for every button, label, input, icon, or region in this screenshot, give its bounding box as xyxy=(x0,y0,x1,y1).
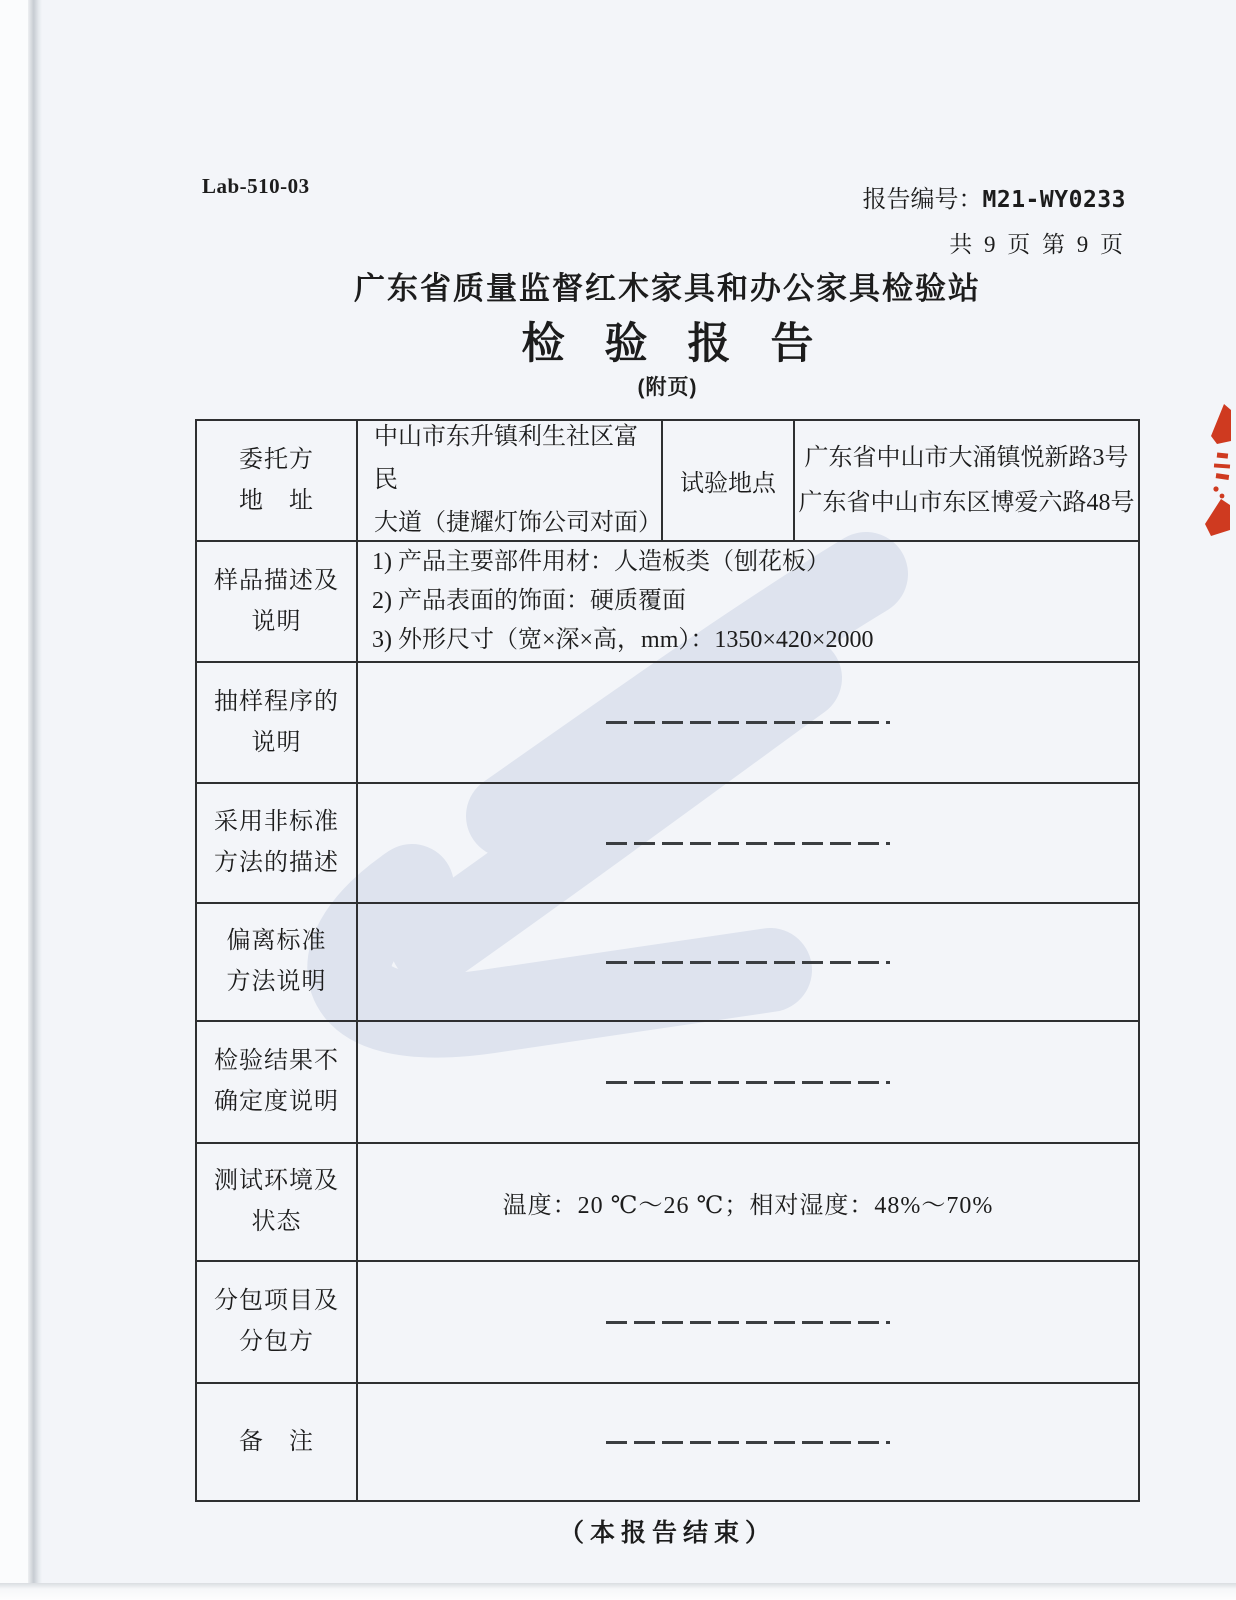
consigner-address-cell xyxy=(358,421,663,540)
label-line: 分包项目及 xyxy=(214,1288,339,1314)
label-line: 方法的描述 xyxy=(214,850,339,876)
dash-placeholder xyxy=(606,1081,890,1084)
row-label xyxy=(197,1022,358,1142)
row-label xyxy=(197,542,358,661)
label-line: 说明 xyxy=(251,729,302,756)
row-deviation-from-standard xyxy=(197,904,1138,1022)
page-count: 共 9 页 第 9 页 xyxy=(949,232,1126,257)
dash-placeholder xyxy=(606,1321,890,1324)
address-line: 中山市东升镇利生社区富民 xyxy=(374,424,638,493)
dash-placeholder xyxy=(606,1441,890,1444)
empty-value-cell xyxy=(358,784,1138,902)
report-number-label: 报告编号： xyxy=(862,187,983,213)
report-end-note: （本报告结束） xyxy=(558,1520,776,1547)
row-remarks xyxy=(197,1384,1138,1500)
label-line: 检验结果不 xyxy=(214,1048,339,1074)
label-line: 偏离标准 xyxy=(226,928,327,954)
row-label xyxy=(197,1144,358,1260)
label-line: 备 注 xyxy=(239,1428,314,1455)
empty-value-cell xyxy=(358,904,1138,1020)
row-label xyxy=(197,1384,358,1500)
empty-value-cell xyxy=(358,663,1138,782)
inspection-table xyxy=(195,419,1140,1502)
row-label xyxy=(197,663,358,782)
row-label xyxy=(197,784,358,902)
test-location-label-cell: 试验地点 xyxy=(663,421,795,540)
row-sample-description xyxy=(197,542,1138,663)
empty-value-cell xyxy=(358,1262,1138,1382)
location-line: 广东省中山市大涌镇悦新路3号 xyxy=(804,444,1129,471)
sample-description-cell xyxy=(358,542,1138,661)
row-sampling-procedure xyxy=(197,663,1138,784)
paper-left-edge-shadow xyxy=(28,0,42,1585)
label-line: 抽样程序的 xyxy=(214,688,339,715)
label-line: 分包方 xyxy=(239,1329,314,1355)
scan-left-margin xyxy=(0,0,28,1600)
label-line: 采用非标准 xyxy=(214,809,339,835)
report-title: 检验报告 xyxy=(521,320,854,368)
row-label xyxy=(197,421,358,540)
row-test-environment xyxy=(197,1144,1138,1262)
description-item: 3) 外形尺寸（宽×深×高，mm）：1350×420×2000 xyxy=(372,627,874,653)
paper-bottom-edge xyxy=(0,1583,1236,1600)
label-line: 委托方 xyxy=(239,446,314,473)
dash-placeholder xyxy=(606,721,890,724)
report-number-value: M21-WY0233 xyxy=(982,187,1126,213)
row-uncertainty-statement xyxy=(197,1022,1138,1144)
location-line: 广东省中山市东区博爱六路48号 xyxy=(798,489,1135,516)
label-line: 状态 xyxy=(251,1209,302,1235)
address-line: 大道（捷耀灯饰公司对面） xyxy=(374,510,662,536)
empty-value-cell xyxy=(358,1384,1138,1500)
environment-value-cell xyxy=(358,1144,1138,1260)
environment-text: 温度：20 ℃～26 ℃；相对湿度：48%～70% xyxy=(502,1192,994,1219)
row-consigner-address xyxy=(197,421,1138,542)
label-line: 说明 xyxy=(251,608,302,635)
row-label xyxy=(197,904,358,1020)
report-subtitle: (附页) xyxy=(637,376,698,399)
empty-value-cell xyxy=(358,1022,1138,1142)
dash-placeholder xyxy=(606,842,890,845)
label-line: 地 址 xyxy=(239,487,314,514)
row-nonstandard-methods xyxy=(197,784,1138,904)
form-code: Lab-510-03 xyxy=(202,174,310,198)
row-label xyxy=(197,1262,358,1382)
row-subcontracted-items xyxy=(197,1262,1138,1384)
organization-title: 广东省质量监督红木家具和办公家具检验站 xyxy=(354,271,981,306)
label-line: 测试环境及 xyxy=(214,1168,339,1194)
label-line: 确定度说明 xyxy=(214,1089,339,1115)
label-line: 样品描述及 xyxy=(214,567,339,594)
description-item: 1) 产品主要部件用材：人造板类（刨花板） xyxy=(372,549,830,575)
label-line: 方法说明 xyxy=(226,969,327,995)
dash-placeholder xyxy=(606,961,890,964)
test-location-cell xyxy=(795,421,1138,540)
report-number-line xyxy=(863,179,1126,214)
description-item: 2) 产品表面的饰面：硬质覆面 xyxy=(372,588,686,614)
